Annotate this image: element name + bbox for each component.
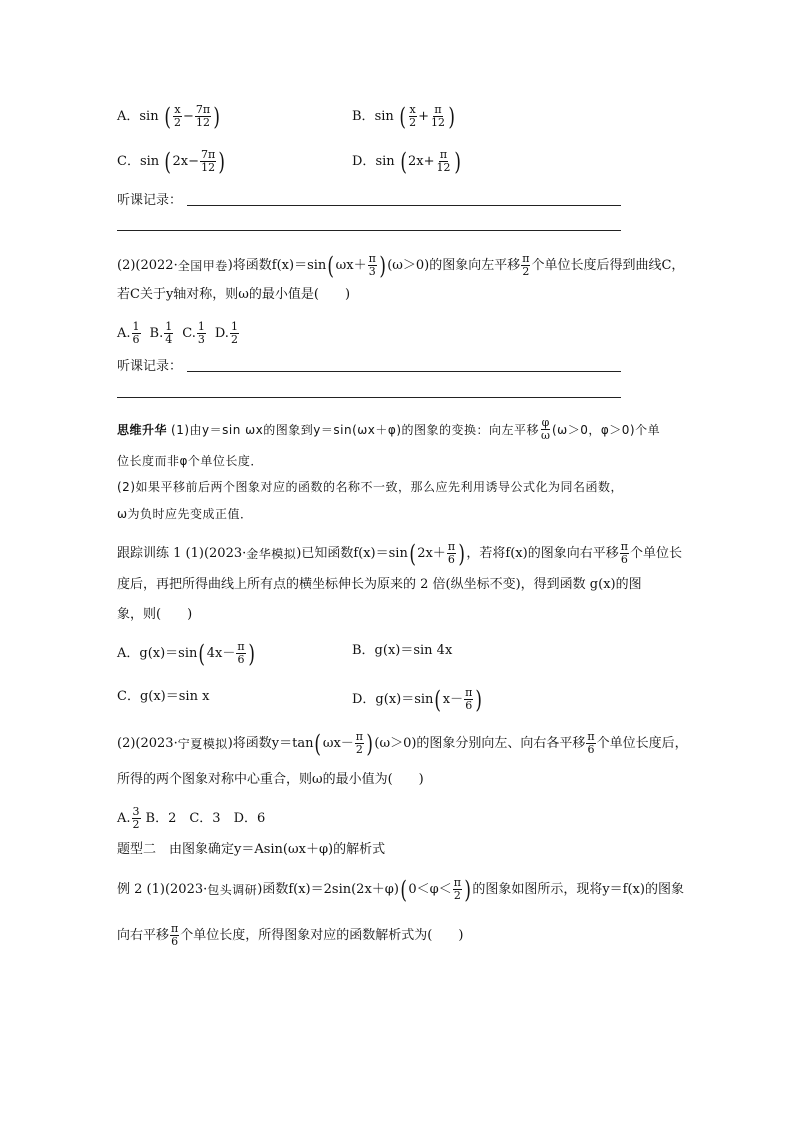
text: φ bbox=[541, 416, 550, 429]
text: 2 bbox=[453, 889, 461, 902]
fraction bbox=[132, 806, 141, 831]
fraction bbox=[447, 541, 456, 566]
bracket: ( bbox=[409, 539, 416, 568]
track-line-1 bbox=[117, 541, 682, 566]
text: D．g(x)＝sin bbox=[352, 691, 434, 707]
text: 思维升华 bbox=[117, 422, 168, 437]
fraction bbox=[200, 149, 216, 174]
text: 12 bbox=[436, 161, 451, 174]
text: 6 bbox=[237, 653, 245, 666]
text: 3 bbox=[132, 805, 140, 818]
bracket: ) bbox=[213, 102, 221, 131]
question-3-line-2 bbox=[117, 770, 424, 790]
text: B．2 C．3 D．6 bbox=[145, 810, 266, 826]
text: (1)由y＝sin ωx的图象到y＝sin(ωx＋φ)的图象的变换：向左平移 bbox=[171, 422, 539, 437]
text: 7π bbox=[201, 148, 216, 161]
fraction bbox=[230, 321, 239, 346]
text: π bbox=[237, 640, 245, 653]
text: x－ bbox=[442, 691, 464, 707]
text: 象，则( ) bbox=[117, 607, 193, 622]
fraction bbox=[521, 253, 530, 278]
text: 若C关于y轴对称，则ω的最小值是( ) bbox=[117, 287, 351, 302]
text: sin bbox=[139, 108, 159, 124]
text: 听课记录： bbox=[117, 193, 183, 208]
text: (ω＞0，φ＞0)个单 bbox=[551, 422, 661, 437]
text: ω bbox=[541, 429, 550, 442]
text: 6 bbox=[171, 935, 179, 948]
bracket: ) bbox=[453, 147, 461, 176]
text: A. bbox=[117, 325, 131, 341]
text: 2 bbox=[522, 265, 530, 278]
text: 1 bbox=[165, 320, 173, 333]
text: D. bbox=[214, 325, 229, 341]
bracket: ( bbox=[198, 639, 206, 668]
text: A．g(x)＝sin bbox=[117, 645, 198, 661]
text: 6 bbox=[587, 743, 595, 756]
text: 2 bbox=[230, 333, 238, 346]
text: x bbox=[409, 103, 416, 116]
bracket: ( bbox=[400, 147, 407, 176]
text: (2)(2022· bbox=[117, 257, 178, 273]
text: 金华模拟 bbox=[246, 546, 297, 561]
text: 2x bbox=[408, 153, 424, 169]
example-2-line-2 bbox=[117, 923, 463, 948]
text: 个单位长度后得到曲线C， bbox=[531, 257, 685, 273]
text: 12 bbox=[201, 161, 216, 174]
text: 的图象如图所示，现将y＝f(x)的图象 bbox=[472, 881, 684, 897]
text: 2 bbox=[409, 116, 417, 129]
bracket: ( bbox=[399, 102, 406, 131]
summary-line-3 bbox=[117, 477, 623, 497]
text: π bbox=[522, 252, 530, 265]
fraction bbox=[132, 321, 141, 346]
text: π bbox=[368, 252, 376, 265]
track-line-3 bbox=[117, 605, 192, 625]
text: 向右平移 bbox=[117, 927, 170, 943]
text: 0＜φ＜ bbox=[408, 881, 452, 897]
option-c bbox=[117, 149, 227, 174]
bracket: ( bbox=[434, 685, 442, 714]
question-2-line-1 bbox=[117, 253, 684, 278]
text: 2 bbox=[173, 116, 181, 129]
bracket: ) bbox=[218, 147, 226, 176]
text: sin bbox=[139, 153, 160, 169]
summary-line-2 bbox=[117, 451, 263, 471]
text: (2)如果平移前后两个图象对应的函数的名称不一致，那么应先利用诱导公式化为同名函数， bbox=[117, 480, 624, 494]
question-2-line-2 bbox=[117, 285, 350, 305]
text: 1 bbox=[230, 320, 238, 333]
text: )将函数f(x)＝sin bbox=[227, 257, 327, 273]
text: 6 bbox=[132, 333, 140, 346]
text: − bbox=[188, 153, 200, 169]
fraction bbox=[164, 321, 173, 346]
bracket: ) bbox=[379, 251, 386, 280]
text: + bbox=[423, 153, 435, 169]
text: 个单位长度后， bbox=[596, 735, 688, 751]
option-b bbox=[352, 104, 456, 129]
text: π bbox=[447, 540, 456, 553]
text: ，若将f(x)的图象向右平移 bbox=[466, 545, 619, 561]
text: 例 2 (1)(2023· bbox=[117, 881, 208, 897]
notes-label bbox=[117, 357, 182, 377]
notes-line bbox=[117, 397, 621, 398]
text: 7π bbox=[195, 103, 211, 116]
track-option-c bbox=[117, 687, 209, 707]
fraction bbox=[453, 877, 462, 902]
text: π bbox=[453, 876, 461, 889]
fraction bbox=[586, 731, 595, 756]
text: D． bbox=[352, 153, 376, 169]
text: π bbox=[434, 103, 442, 116]
fraction bbox=[464, 687, 473, 712]
bracket: ) bbox=[464, 875, 471, 904]
notes-line bbox=[187, 371, 621, 372]
notes-line bbox=[187, 205, 621, 206]
bracket: ) bbox=[475, 685, 483, 714]
fraction bbox=[170, 923, 179, 948]
fraction bbox=[173, 104, 182, 129]
text: π bbox=[587, 730, 595, 743]
summary-line-4 bbox=[117, 504, 253, 524]
text: 全国甲卷 bbox=[177, 258, 228, 273]
fraction bbox=[368, 253, 377, 278]
text: C. bbox=[182, 325, 196, 341]
text: sin bbox=[374, 108, 394, 124]
text: )函数f(x)＝2sin(2x＋φ) bbox=[257, 881, 399, 897]
text: ωx＋ bbox=[335, 257, 367, 273]
text: (ω＞0)的图象分别向左、向右各平移 bbox=[374, 735, 586, 751]
text: 6 bbox=[620, 553, 628, 566]
text: 2 bbox=[132, 818, 140, 831]
text: π bbox=[465, 686, 473, 699]
bracket: ) bbox=[366, 729, 373, 758]
option-d bbox=[352, 149, 462, 174]
bracket: ( bbox=[164, 102, 171, 131]
text: − bbox=[182, 108, 194, 124]
text: 3 bbox=[197, 333, 205, 346]
text: 个单位长 bbox=[629, 545, 682, 561]
text: 12 bbox=[195, 116, 210, 129]
fraction bbox=[195, 104, 211, 129]
text: 听课记录： bbox=[117, 359, 183, 374]
text: 包头调研 bbox=[207, 882, 258, 897]
fraction bbox=[620, 541, 629, 566]
text: 度后，再把所得曲线上所有点的横坐标伸长为原来的 2 倍(纵坐标不变)，得到函数 g(x)的图 bbox=[117, 577, 642, 592]
text: ω为负时应先变成正值． bbox=[117, 507, 253, 521]
text: 所得的两个图象对称中心重合，则ω的最小值为( ) bbox=[117, 772, 424, 787]
bracket: ( bbox=[327, 251, 335, 280]
text: π bbox=[439, 148, 448, 161]
text: 6 bbox=[447, 553, 455, 566]
text: x bbox=[174, 103, 181, 116]
fraction bbox=[236, 641, 245, 666]
text: π bbox=[171, 922, 179, 935]
track-option-b bbox=[352, 641, 452, 661]
text: )已知函数f(x)＝sin bbox=[296, 545, 408, 561]
text: B. bbox=[149, 325, 164, 341]
text: 4x－ bbox=[206, 645, 236, 661]
text: 2x bbox=[172, 153, 189, 169]
text: + bbox=[418, 108, 430, 124]
text: )将函数y＝tan bbox=[227, 735, 314, 751]
text: 4 bbox=[165, 333, 173, 346]
track-line-2 bbox=[117, 575, 642, 595]
bracket: ) bbox=[448, 102, 456, 131]
text: A. bbox=[117, 810, 131, 826]
section-heading bbox=[117, 840, 385, 860]
summary-line-1 bbox=[117, 417, 660, 442]
text: B． bbox=[352, 108, 375, 124]
example-2-line-1 bbox=[117, 877, 684, 902]
text: (2)(2023· bbox=[117, 735, 178, 751]
option-a bbox=[117, 104, 221, 129]
text: 3 bbox=[368, 265, 376, 278]
text: C． bbox=[117, 153, 140, 169]
fraction bbox=[430, 104, 446, 129]
fraction bbox=[540, 417, 551, 442]
text: sin bbox=[375, 153, 395, 169]
text: 2 bbox=[355, 743, 363, 756]
text: 12 bbox=[431, 116, 446, 129]
text: ωx－ bbox=[322, 735, 354, 751]
track-option-a bbox=[117, 641, 256, 666]
text: π bbox=[620, 540, 628, 553]
question-3-options bbox=[117, 806, 265, 831]
question-3-line-1 bbox=[117, 731, 688, 756]
question-2-options bbox=[117, 321, 240, 346]
text: A． bbox=[117, 108, 140, 124]
bracket: ) bbox=[458, 539, 466, 568]
text: 题型二 由图象确定y＝Asin(ωx＋φ)的解析式 bbox=[117, 842, 386, 857]
text: 1 bbox=[197, 320, 205, 333]
text: 位长度而非φ个单位长度． bbox=[117, 454, 263, 468]
bracket: ( bbox=[164, 147, 172, 176]
notes-label bbox=[117, 191, 182, 211]
text: π bbox=[355, 730, 364, 743]
text: 6 bbox=[465, 699, 473, 712]
text: 2x＋ bbox=[417, 545, 446, 561]
text: B．g(x)＝sin 4x bbox=[352, 643, 453, 658]
text: 个单位长度，所得图象对应的函数解析式为( ) bbox=[180, 927, 464, 943]
text: C．g(x)＝sin x bbox=[117, 689, 210, 704]
bracket: ) bbox=[248, 639, 255, 668]
fraction bbox=[408, 104, 417, 129]
fraction bbox=[355, 731, 364, 756]
text: (ω＞0)的图象向左平移 bbox=[387, 257, 521, 273]
bracket: ( bbox=[400, 875, 407, 904]
track-option-d bbox=[352, 687, 484, 712]
text: 1 bbox=[132, 320, 140, 333]
fraction bbox=[197, 321, 206, 346]
notes-line bbox=[117, 230, 621, 231]
text: 宁夏模拟 bbox=[177, 736, 228, 751]
fraction bbox=[436, 149, 452, 174]
bracket: ( bbox=[314, 729, 322, 758]
text: 跟踪训练 1 (1)(2023· bbox=[117, 545, 247, 561]
